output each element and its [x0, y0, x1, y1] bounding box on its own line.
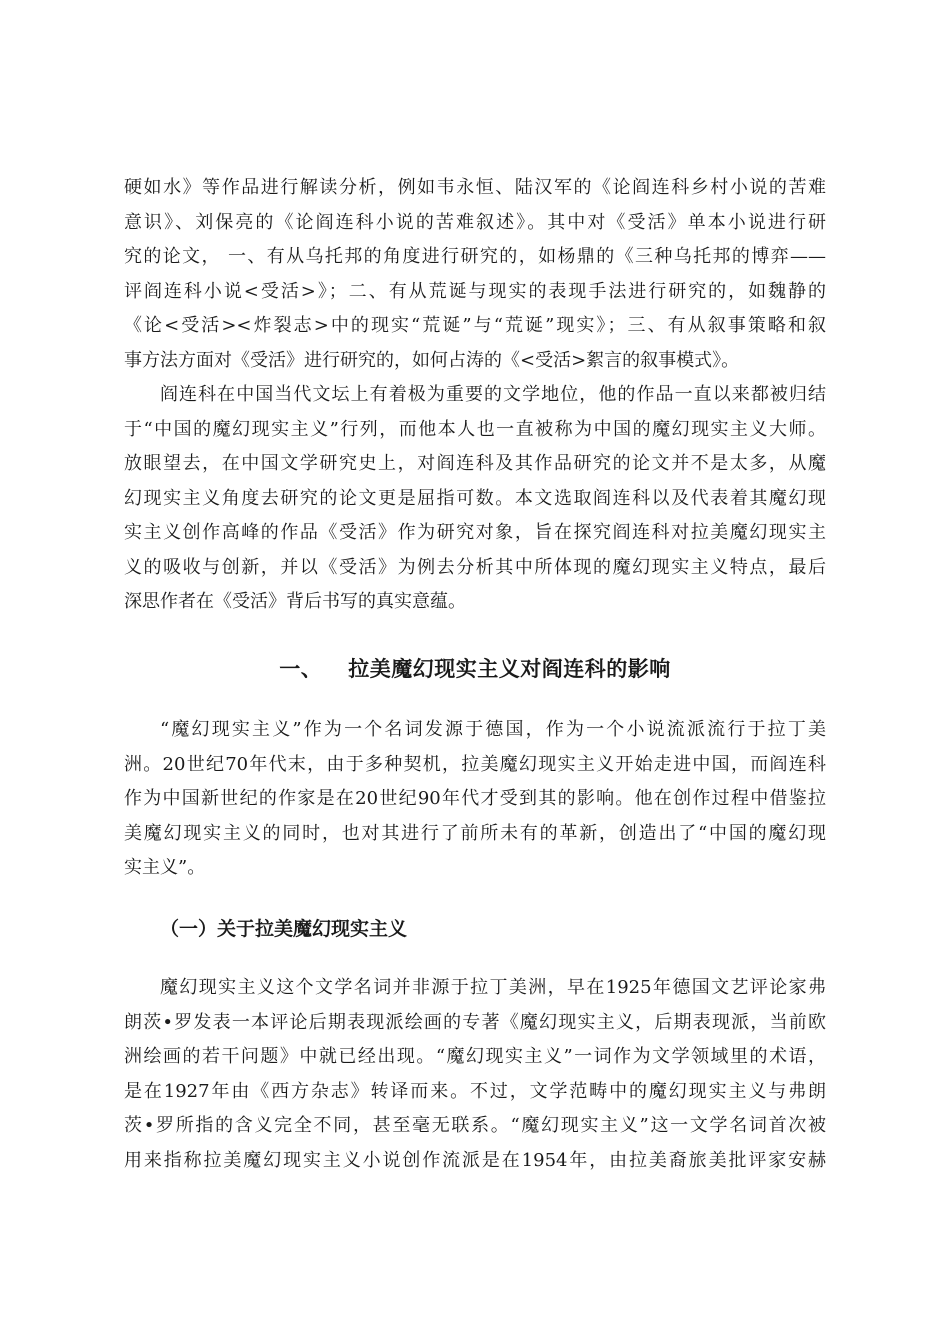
text-line: 洲绘画的若干问题》中就已经出现。“魔幻现实主义”一词作为文学领域里的术语，	[124, 1046, 826, 1067]
section-number: 一、	[279, 657, 323, 681]
text-line: 义的吸收与创新，并以《受活》为例去分析其中所体现的魔幻现实主义特点，最后	[124, 556, 826, 578]
text-line: 事方法方面对《受活》进行研究的，如何占涛的《<受活>絮言的叙事模式》。	[124, 349, 740, 371]
text-line: 用来指称拉美魔幻现实主义小说创作流派是在1954年，由拉美裔旅美批评家安赫	[124, 1149, 826, 1171]
text-line: 评阎连科小说<受活>》；二、有从荒诞与现实的表现手法进行研究的，如魏静的	[124, 280, 826, 302]
paragraph-section-intro	[124, 713, 826, 886]
text-line: 硬如水》等作品进行解读分析，例如韦永恒、陆汉军的《论阎连科乡村小说的苦难	[124, 177, 826, 198]
text-line: 作为中国新世纪的作家是在20世纪90年代才受到其的影响。他在创作过程中借鉴拉	[124, 788, 826, 809]
text-line: 究的论文， 一、有从乌托邦的角度进行研究的，如杨鼎的《三种乌托邦的博弈——	[124, 246, 826, 267]
paragraph-literature-review-continued	[124, 171, 826, 378]
text-line: 《论<受活><炸裂志>中的现实“荒诞”与“荒诞”现实》；三、有从叙事策略和叙	[124, 315, 826, 336]
text-line: 于“中国的魔幻现实主义”行列，而他本人也一直被称为中国的魔幻现实主义大师。	[124, 418, 826, 440]
section-title: 拉美魔幻现实主义对阎连科的影响	[348, 657, 671, 681]
text-line: 是在1927年由《西方杂志》转译而来。不过，文学范畴中的魔幻现实主义与弗朗	[124, 1080, 826, 1102]
text-line: 阎连科在中国当代文坛上有着极为重要的文学地位，他的作品一直以来都被归结	[160, 384, 826, 405]
text-line: 实主义创作高峰的作品《受活》作为研究对象，旨在探究阎连科对拉美魔幻现实主	[124, 522, 826, 543]
text-line: 茨•罗所指的含义完全不同，甚至毫无联系。“魔幻现实主义”这一文学名词首次被	[124, 1115, 826, 1136]
text-line: 美魔幻现实主义的同时，也对其进行了前所未有的革新，创造出了“中国的魔幻现	[124, 822, 826, 844]
paragraph-research-purpose	[124, 378, 826, 620]
text-line: 幻现实主义角度去研究的论文更是屈指可数。本文选取阎连科以及代表着其魔幻现	[124, 487, 826, 509]
section-heading	[0, 652, 950, 686]
text-line: 深思作者在《受活》背后书写的真实意蕴。	[124, 591, 466, 612]
text-line: 意识》、刘保亮的《论阎连科小说的苦难叙述》。其中对《受活》单本小说进行研	[124, 211, 826, 233]
text-line: 洲。20世纪70年代末，由于多种契机，拉美魔幻现实主义开始走进中国，而阎连科	[124, 753, 826, 775]
text-line: 魔幻现实主义这个文学名词并非源于拉丁美洲，早在1925年德国文艺评论家弗	[160, 977, 826, 998]
subsection-heading: （一）关于拉美魔幻现实主义	[160, 918, 408, 940]
text-line: “魔幻现实主义”作为一个名词发源于德国，作为一个小说流派流行于拉丁美	[160, 719, 826, 740]
paragraph-term-origin	[124, 971, 826, 1178]
text-line: 朗茨•罗发表一本评论后期表现派绘画的专著《魔幻现实主义，后期表现派，当前欧	[124, 1011, 826, 1033]
text-line: 放眼望去，在中国文学研究史上，对阎连科及其作品研究的论文并不是太多，从魔	[124, 453, 826, 474]
text-line: 实主义”。	[124, 857, 206, 878]
